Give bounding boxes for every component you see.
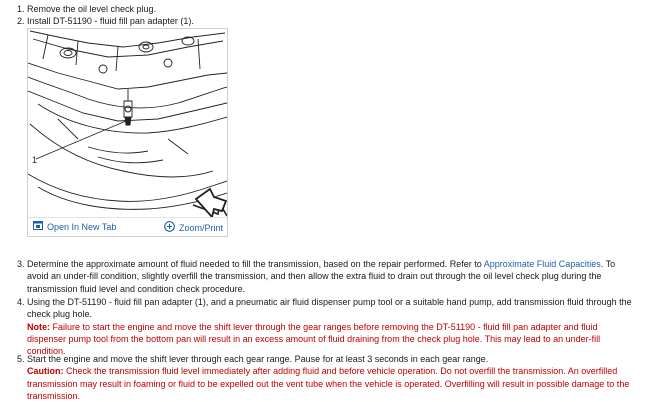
caution [27, 365, 639, 402]
step-number: 3. [17, 259, 25, 269]
callout-1-label: 1 [32, 155, 38, 165]
caution-label: Caution: [27, 366, 64, 377]
zoom-print-label: Zoom/Print [178, 222, 223, 233]
note [27, 321, 639, 358]
open-in-new-tab-button[interactable] [33, 221, 116, 232]
step-content [27, 353, 639, 402]
step-number: 4. [17, 297, 25, 307]
figure-toolbar [28, 217, 227, 236]
transmission-pan-drawing [28, 29, 227, 217]
step-number: 1. [17, 4, 25, 14]
step-text-part: . To avoid an under-fill condition, slightly overfill the transmission, and then allow the extra fluid to drain out through the oil level check plug during the transmission fluid level and condition check procedure. [27, 259, 616, 294]
step-text: Start the engine and move the shift lever through each gear range. Pause for at least 3 seconds in each gear range. [27, 354, 489, 364]
step-text [27, 258, 639, 295]
step-text: Using the DT-51190 - fluid fill pan adapter (1), and a pneumatic air fluid dispenser pump tool or a suitable hand pump, add transmission fluid through the check plug hole. [27, 297, 632, 320]
zoom-plus-icon [164, 221, 175, 234]
step-text-part: Determine the approximate amount of fluid needed to fill the transmission, based on the repair performed. Refer to [27, 259, 484, 269]
step-text: Remove the oil level check plug. [27, 4, 157, 14]
step-number: 5. [17, 354, 25, 364]
step-content [27, 296, 639, 357]
step-text: Install DT-51190 - fluid fill pan adapter (1). [27, 16, 194, 26]
open-in-new-tab-icon [33, 221, 43, 232]
approximate-fluid-capacities-link[interactable]: Approximate Fluid Capacities [483, 259, 601, 269]
note-label: Note: [27, 321, 50, 332]
zoom-print-button[interactable] [164, 221, 223, 234]
caution-text: Check the transmission fluid level immediately after adding fluid and before vehicle operation. Do not overfill the transmission. An overfilled transmission may result in foaming or fluid to be expelled out the vent tube when the vehicle is operated. Overfilling will result in possible damage to the transmission. [27, 366, 630, 401]
open-in-new-tab-label: Open In New Tab [47, 221, 117, 232]
fluid-fill-adapter-illustration [27, 28, 228, 237]
step-number: 2. [17, 16, 25, 26]
note-text: Failure to start the engine and move the shift lever through the gear ranges before removing the DT-51190 - fluid fill pan adapter and fluid dispenser pump tool from the bottom pan will result in an excess amount of fluid draining from the check plug hole. This may lead to an under-fill condition. [27, 321, 601, 357]
